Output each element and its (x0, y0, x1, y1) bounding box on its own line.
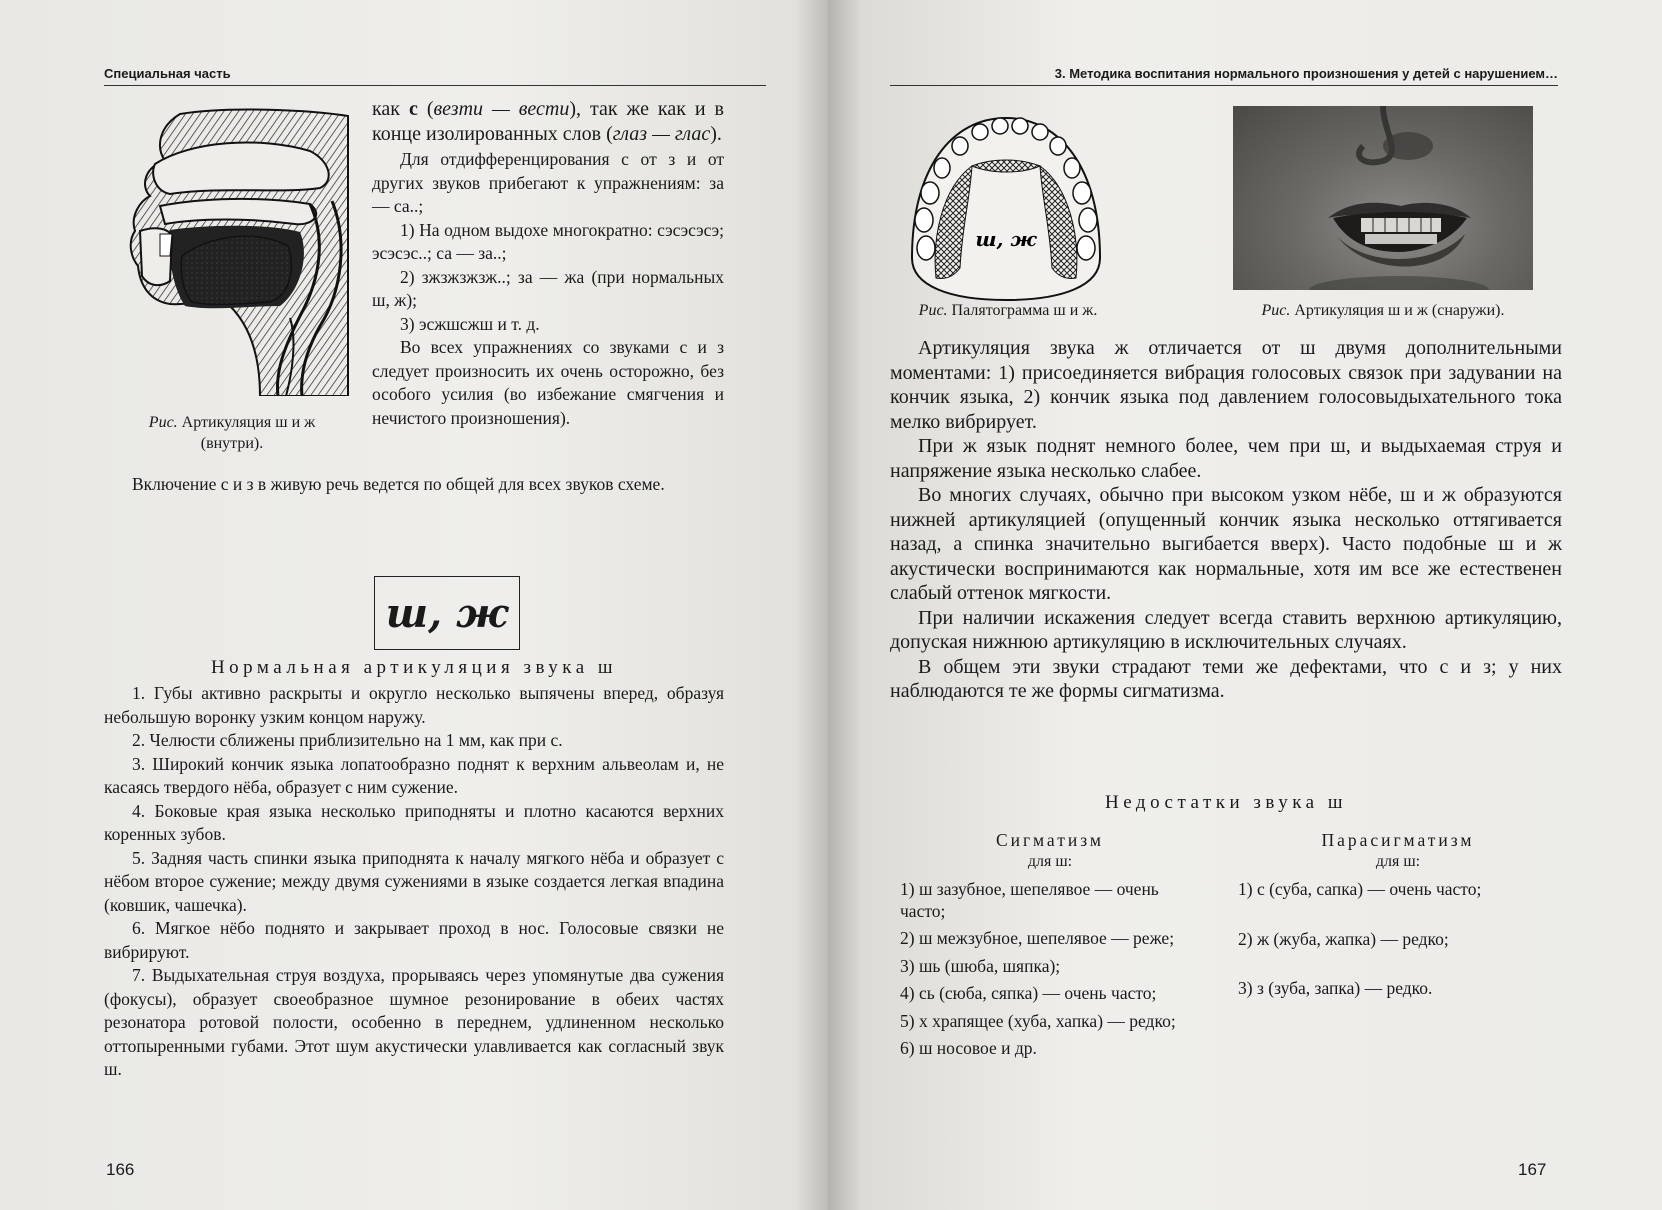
list-item: 1) ш зазубное, шепелявое — очень часто; (900, 879, 1159, 921)
list-item: 6. Мягкое нёбо поднято и закрывает проход в нос. Голосовые связки не вибрируют. (104, 918, 724, 962)
paragraph: Для отдифференцирования с от з и от других звуков прибегают к упражнениям: за — са..; (372, 149, 724, 216)
paragraph: В общем эти звуки страдают теми же дефектами, что с и з; у них наблюдаются те же формы сигматизма. (890, 655, 1562, 702)
section-title: Нормальная артикуляция звука ш (210, 657, 618, 678)
paragraph: 1) На одном выдохе многократно: сэсэсэсэ; эсэсэс..; са — за..; (372, 219, 724, 263)
paragraph: При ж язык поднят немного более, чем при ш, и выдыхаемая струя и напряжение языка несколько слабее. (890, 435, 1562, 482)
figure-caption-left: Рис. Артикуляция ш и ж (внутри). (148, 414, 316, 452)
list-item: 7. Выдыхательная струя воздуха, прорываясь через упомянутые два сужения (фокусы), образует своеобразное шумное резонирование в обеих частях резонатора ротовой полости, особенно в переднем, удлиненном несколько оттопыренными губами. Этот шум акустически улавливается как согласный звук ш. (104, 965, 724, 1079)
paragraph: 2) зжзжзжзж..; за — жа (при нормальных ш, ж); (372, 266, 724, 310)
page-number: 166 (106, 1160, 135, 1179)
paragraph: Во многих случаях, обычно при высоком узком нёбе, ш и ж образуются нижней артикуляцией (опущенный кончик языка несколько оттягивается назад, а спинка значительно выгибается вверх). Часто подобные ш и ж акустически воспринимаются как нормальные, хотя им все же естественен слабый оттенок мягкости. (890, 484, 1562, 604)
list-item: 2) ш межзубное, шепелявое — реже; (900, 928, 1175, 948)
list-item: 2. Челюсти сближены приблизительно на 1 мм, как при с. (132, 730, 563, 750)
framed-sound-label: ш, ж (374, 576, 520, 650)
column-subtitle: для ш: (1375, 853, 1421, 870)
running-head: Специальная часть (104, 66, 766, 86)
list-item: 1) с (суба, сапка) — очень часто; (1238, 879, 1482, 899)
list-item: 4) сь (сюба, сяпка) — очень часто; (900, 983, 1157, 1003)
column-subtitle: для ш: (1027, 853, 1073, 870)
paragraph: При наличии искажения следует всегда ставить верхнюю артикуляцию, допуская нижнюю артикуляцию в исключительных случаях. (890, 606, 1562, 653)
list-item: 3) шь (шюба, шяпка); (900, 955, 1061, 976)
text-column-beside-figure (372, 97, 724, 430)
parasigmatism-column (1238, 830, 1558, 1066)
paragraph: 3) эсжшсжш и т. д. (400, 313, 540, 334)
left-page (0, 0, 828, 1210)
list-item: 6) ш носовое и др. (900, 1038, 1037, 1058)
list-item: 2) ж (жуба, жапка) — редко; (1238, 928, 1449, 949)
articulation-inside-figure (110, 106, 354, 396)
paragraph: Артикуляция звука ж отличается от ш двумя дополнительными моментами: 1) присоединяется вибрация голосовых связок при задувании на кончик языка, 2) кончик языка под давлением голосовыдыхательного тока мелко вибрирует. (890, 337, 1562, 433)
mouth-photo (1233, 106, 1533, 290)
numbered-list (104, 682, 724, 1082)
section-title: Недостатки звука ш (1105, 792, 1347, 813)
right-page (828, 0, 1662, 1210)
sigmatism-column (900, 830, 1200, 1066)
palatogram-label: ш, ж (975, 227, 1037, 251)
list-item: 3. Широкий кончик языка лопатообразно поднят к верхним альвеолам и, не касаясь твердого нёба, образует с ним сужение. (104, 753, 724, 797)
list-item: 5. Задняя часть спинки языка приподнята к началу мягкого нёба и образует с нёбом второе сужение; между двумя сужениями в языке создается легкая впадина (ковшик, чашечка). (104, 847, 724, 915)
paragraph: Во всех упражнениях со звуками с и з следует произносить их очень осторожно, без особого усилия (во избежание смягчения и нечистого произношения). (372, 337, 724, 428)
column-title: Парасигматизм (1321, 830, 1475, 850)
defects-columns (900, 830, 1560, 1066)
list-item: 3) з (зуба, запка) — редко. (1238, 978, 1433, 998)
list-item: 4. Боковые края языка несколько приподняты и плотно касаются верхних коренных зубов. (104, 800, 724, 844)
paragraph: как с (везти — вести), так же как и в конце изолированных слов (глаз — глас). (372, 98, 724, 145)
list-item: 5) х храпящее (хуба, хапка) — редко; (900, 1010, 1176, 1031)
text-body (890, 336, 1562, 704)
photo-caption: Рис. Артикуляция ш и ж (снаружи). (1261, 302, 1505, 319)
running-head: 3. Методика воспитания нормального произношения у детей с нарушением… (890, 66, 1558, 86)
list-item: 1. Губы активно раскрыты и округло несколько выпячены вперед, образуя небольшую воронку узким концом наружу. (104, 683, 724, 727)
paragraph: Включение с и з в живую речь ведется по общей для всех звуков схеме. (132, 474, 665, 494)
column-title: Сигматизм (995, 830, 1104, 850)
palatogram-caption: Рис. Палятограмма ш и ж. (918, 302, 1098, 319)
page-number: 167 (1518, 1160, 1547, 1179)
palatogram-figure (902, 108, 1110, 304)
